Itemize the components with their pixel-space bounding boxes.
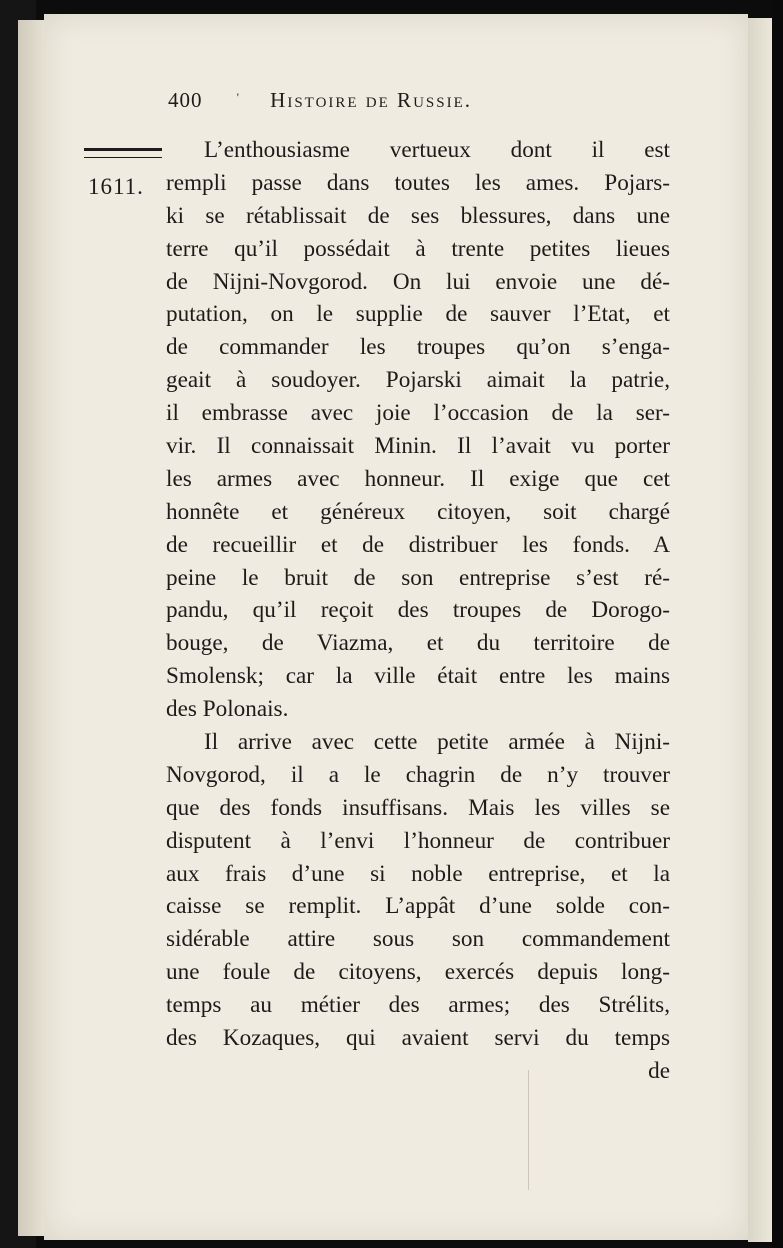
text-line: terre qu’il possédait à trente petites lieues [166,235,670,262]
text-line: L’enthousiasme vertueux dont il est [204,137,670,163]
text-line: de Nijni-Novgorod. On lui envoie une dé- [166,268,670,295]
scan-border-right [772,0,783,1248]
running-title: Histoire de Russie. [270,88,472,112]
text-line: putation, on le supplie de sauver l’Etat, et [166,301,670,328]
margin-year-note: 1611. [88,174,144,199]
text-line: aux frais d’une si noble entreprise, et la [166,860,670,887]
text-line: ki se rétablissait de ses blessures, dans une [166,202,670,229]
text-line: des Polonais. [166,696,289,723]
text-line: des Kozaques, qui avaient servi du temps [166,1025,670,1052]
text-line: il embrasse avec joie l’occasion de la ser- [166,400,670,427]
text-line: Smolensk; car la ville était entre les mains [166,663,670,690]
text-line: disputent à l’envi l’honneur de contribuer [166,827,670,854]
text-line: peine le bruit de son entreprise s’est ré- [166,564,670,591]
margin-rule [84,148,162,158]
text-line: que des fonds insuffisans. Mais les villes se [166,794,670,821]
text-line: pandu, qu’il reçoit des troupes de Dorogo- [166,597,670,624]
text-line: geait à soudoyer. Pojarski aimait la patrie, [166,367,670,394]
text-line: sidérable attire sous son commandement [166,926,670,953]
text-line: de recueillir et de distribuer les fonds. A [166,531,670,558]
text-line: vir. Il connaissait Minin. Il l’avait vu porter [166,433,670,460]
facing-page-edge [748,18,772,1242]
text-line: caisse se remplit. L’appât d’une solde con- [166,893,670,920]
text-line: Il arrive avec cette petite armée à Nijni- [204,729,670,756]
page-number: 400 [168,88,203,112]
text-line: de commander les troupes qu’on s’enga- [166,334,670,361]
body-text [166,134,670,1088]
running-head [168,88,472,113]
header-separator: ' [236,90,240,104]
text-line: rempli passe dans toutes les ames. Pojars- [166,169,670,196]
text-line: honnête et généreux citoyen, soit chargé [166,498,670,525]
text-line: une foule de citoyens, exercés depuis long- [166,959,670,986]
text-line: temps au métier des armes; des Strélits, [166,992,670,1019]
text-line: bouge, de Viazma, et du territoire de [166,630,670,657]
catchword: de [648,1057,670,1084]
paper-crease [528,1070,529,1190]
text-line: les armes avec honneur. Il exige que cet [166,465,670,492]
text-line: Novgorod, il a le chagrin de n’y trouver [166,761,670,788]
